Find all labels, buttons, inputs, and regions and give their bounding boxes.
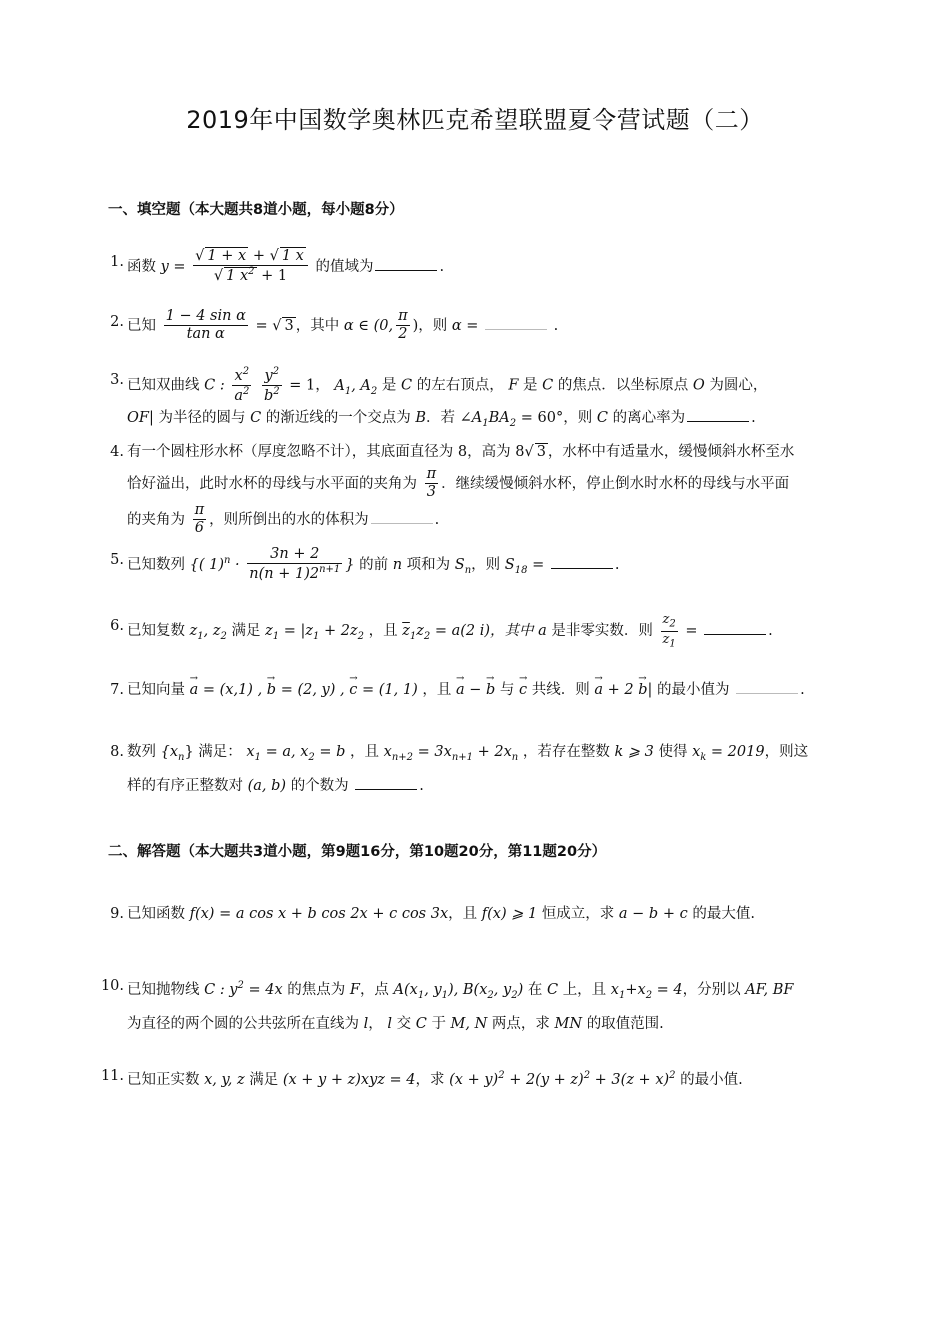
answer-blank — [375, 256, 437, 271]
problem-number: 9. — [110, 906, 124, 922]
trig-fraction: $\frac{\text{1 − 4 sin α}}{\text{tan α}}$ — [165, 308, 246, 343]
problem-number: 2. — [110, 314, 124, 330]
answer-blank — [551, 554, 613, 569]
answer-blank — [736, 679, 798, 694]
problem-number: 10. — [100, 978, 124, 994]
page-title: 2019年中国数学奥林匹克希望联盟夏令营试题（二） — [186, 106, 764, 134]
problem-number: 4. — [110, 444, 124, 460]
answer-blank — [704, 620, 766, 635]
problem-number: 11. — [100, 1068, 124, 1084]
problem-number: 1. — [110, 254, 124, 270]
problem-number: 7. — [110, 682, 124, 698]
problem-8: 8. 数列 $\{x_n\}$ 满足： $x_1 = a$, $x_2 = b$ ，且 $x_{n+2} = 3x_{n+1} + 2x_n$ ，若存在整数 k ⩾ 3 使得 $x_k = 2019$，则这 样的有序正整数对 (a, b) 的个数为 . — [100, 738, 860, 800]
problem-3: 3. 已知双曲线 C : $\frac{x^2}{a^2}$ $\frac{y^2}{b^2}$ = 1， $A_1$, $A_2$ 是 C 的左右顶点， F 是 C 的焦点．以坐标原点 O 为圆心， OF| 为半径的圆与 C 的渐近线的一个交点为 B．若 $\angle A_1BA_2 = 60^\circ$，则 C 的离心率为 . — [100, 366, 860, 438]
answer-blank — [687, 407, 749, 422]
problem-number: 6. — [110, 618, 124, 634]
problem-number: 5. — [110, 552, 124, 568]
answer-blank — [485, 315, 547, 330]
problem-10: 10. 已知抛物线 C : $y^2 = 4x$ 的焦点为 F，点 $A(x_1$, $y_1$), $B(x_2$, $y_2$) 在 C 上，且 $x_1+x_2 = 4$，分别以 AF, BF 为直径的两个圆的公共弦所在直线为 l， l 交 C 于 M, N 两点，求 MN 的取值范围. — [100, 972, 860, 1038]
function-fraction: $\frac{√ 1 + x + √ 1 x}{√ 1 x^2 + 1}$ — [193, 248, 308, 286]
problem-4: 4. 有一个圆柱形水杯（厚度忽略不计），其底面直径为 8，高为 8√ 3 ，水杯中有适量水，缓慢倾斜水杯至水 恰好溢出，此时水杯的母线与水平面的夹角为 $\frac{\pi}{3}$ ．继续缓慢倾斜水杯，停止倒水时水杯的母线与水平面 的夹角为 $\frac{\pi}{6}$ ，则所倒出的水的体积为 . — [100, 438, 860, 538]
problem-11: 11. 已知正实数 x, y, z 满足 (x + y + z)xyz = 4，求 $(x + y)^2 + 2(y + z)^2 + 3(z + x)^2$ 的最小值. — [100, 1062, 860, 1094]
section-heading-fill-blank: 一、填空题（本大题共8道小题，每小题8分） — [108, 202, 404, 218]
problem-number: 8. — [110, 744, 124, 760]
section-heading-solutions: 二、解答题（本大题共3道小题，第9题16分，第10题20分，第11题20分） — [108, 844, 607, 860]
problem-7: 7. 已知向量 → a = (x,1) , → b = (2, y) , → c = (1, 1) ，且 → a − → b 与 → c 共线．则 → a + 2 → b| 的最小值为 . — [100, 676, 860, 704]
problem-number: 3. — [110, 372, 124, 388]
problem-2: 2. 已知 $\frac{\text{1 − 4 sin α}}{\text{tan α}}$ = √ 3 ，其中 α ∈ (0, $\frac{\pi}{2}$ )，则 α = . — [100, 308, 860, 344]
answer-blank — [355, 775, 417, 790]
problem-6: 6. 已知复数 $z_1$, $z_2$ 满足 $z_1 = |z_1 + 2z_2$ ，且 $\overline{z}_1z_2 = a(2$ i)，其中 a 是非零实数．则 $\frac{z_2}{z_1}$ = . — [100, 612, 860, 651]
answer-blank — [371, 509, 433, 524]
problem-1: 1. 函数 y = $\frac{√ 1 + x + √ 1 x}{√ 1 x^2 + 1}$ 的值域为 . — [100, 248, 860, 286]
problem-9: 9. 已知函数 f(x) = a cos x + b cos 2x + c cos 3x，且 f(x) ⩾ 1 恒成立，求 a − b + c 的最大值. — [100, 900, 860, 928]
problem-5: 5. 已知数列 {( 1)$^n$ · $\frac{3n + 2}{n(n + 1)2^{n+1}}$ } 的前 n 项和为 $S_n$，则 $S_{18}$ = . — [100, 546, 860, 585]
